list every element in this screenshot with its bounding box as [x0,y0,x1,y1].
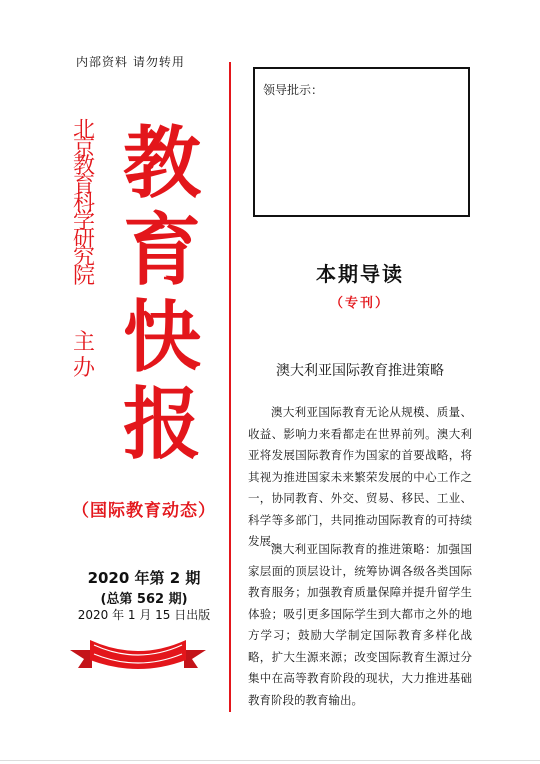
guide-title: 本期导读 [316,262,404,286]
issue-total: (总第 562 期) [100,592,188,607]
article-paragraph: 澳大利亚国际教育无论从规模、质量、收益、影响力来看都走在世界前列。澳大利亚将发展国际教育作为国家的首要战略，将其视为推进国家未来繁荣发展的中心工作之一，协同教育、外交、贸易、移民、工业、科学等多部门，共同推动国际教育的可持续发展。 [248,405,472,548]
approval-box [253,67,470,217]
internal-notice: 内部资料 请勿转用 [76,55,185,69]
ribbon-icon [68,628,208,676]
bulletin-subtitle: （国际教育动态） [72,501,216,521]
divider-line [229,62,231,712]
issue-number: 2020 年第 2 期 [87,569,201,587]
organization-name: 北京教育科学研究院 [72,118,95,289]
article-paragraph: 澳大利亚国际教育的推进策略：加强国家层面的顶层设计，统筹协调各级各类国际教育服务；加强教育质量保障并提升留学生体验；吸引更多国际学生到大都市之外的地方学习；鼓励大学制定国际教育多样化战略，扩大生源来源；改变国际教育生源过分集中在高等教育阶段的现状，大力推进基础教育阶段的教育输出。 [248,542,472,707]
host-label: 主办 [72,330,95,381]
article-title: 澳大利亚国际教育推进策略 [276,363,444,379]
page-edge [0,760,540,761]
bulletin-title: 教育快报 [122,118,201,470]
guide-subtitle: （专刊） [329,296,390,311]
issue-date: 2020 年 1 月 15 日出版 [77,608,211,622]
approval-label: 领导批示： [263,83,324,97]
